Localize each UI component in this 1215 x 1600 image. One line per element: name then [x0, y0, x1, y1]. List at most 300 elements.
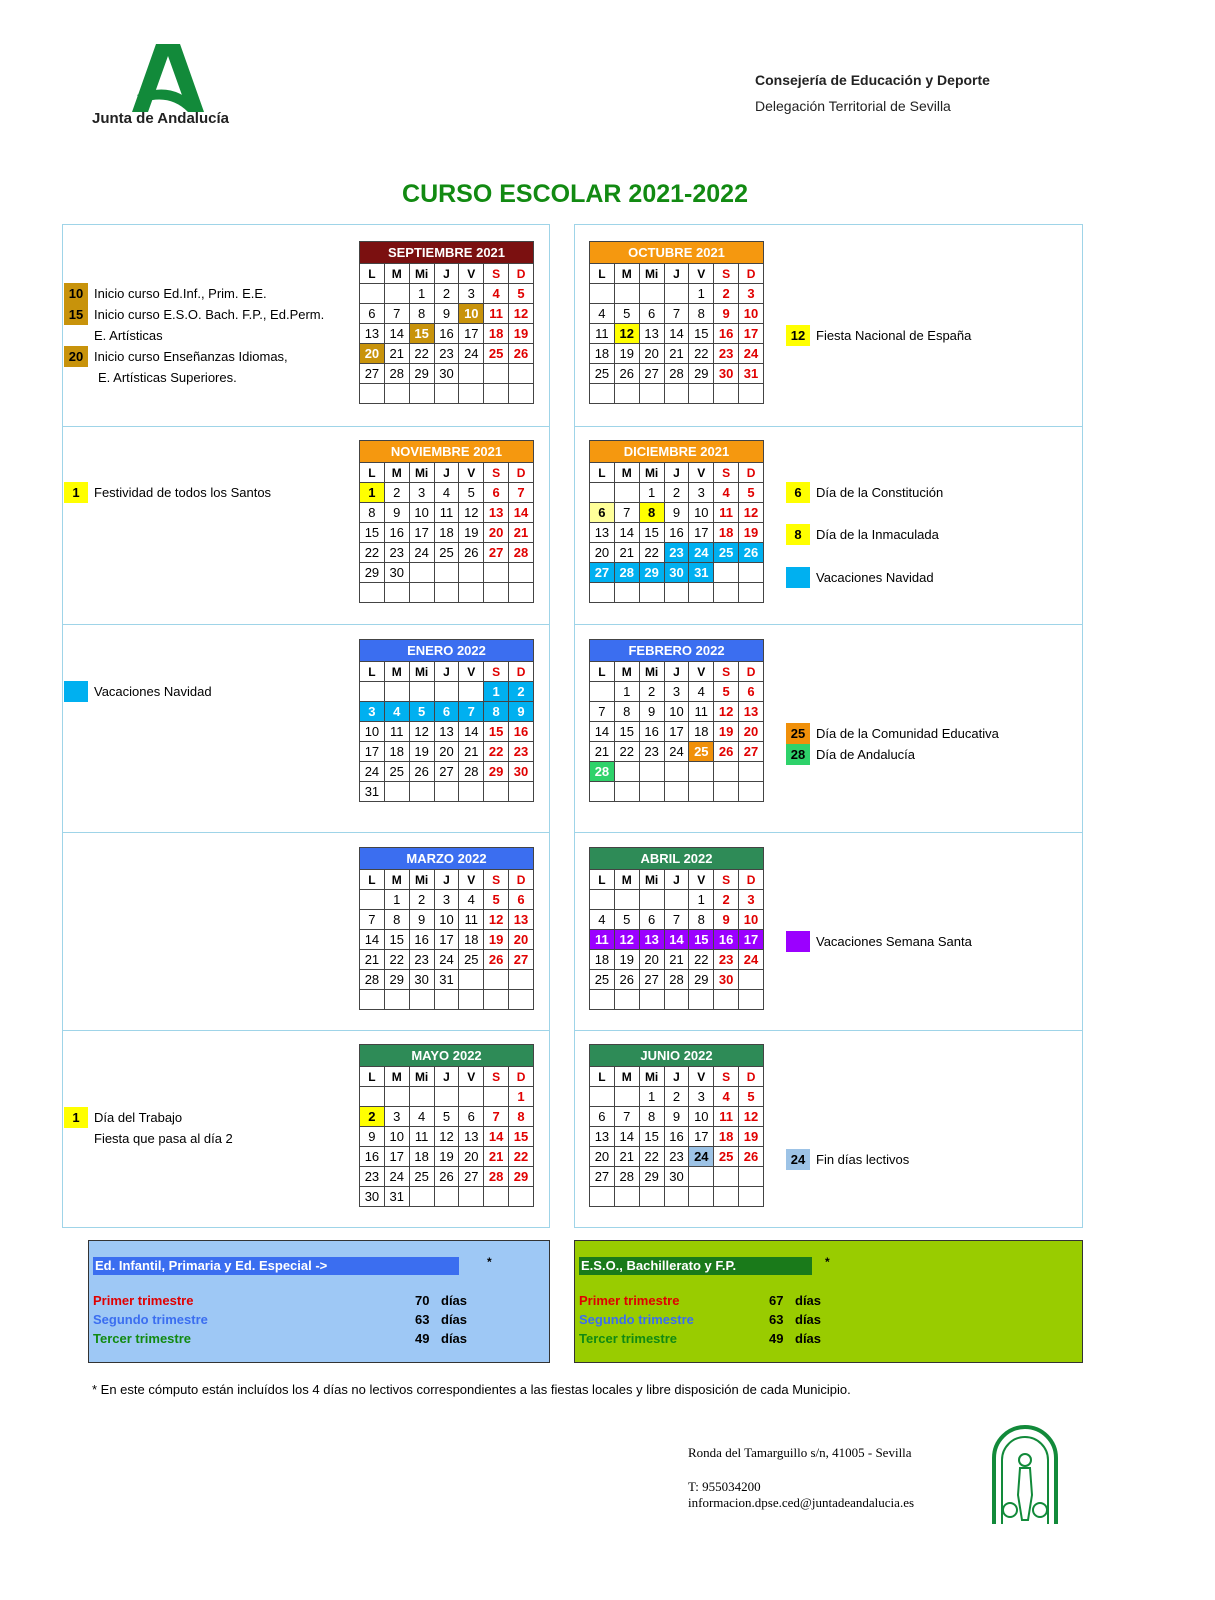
- legend-text: Inicio curso Ed.Inf., Prim. E.E.: [94, 286, 267, 301]
- day-cell: 24: [434, 950, 459, 970]
- day-cell: 21: [384, 344, 409, 364]
- weekday-label: Mi: [639, 1067, 664, 1087]
- day-cell: 18: [714, 523, 739, 543]
- day-cell: 23: [509, 742, 534, 762]
- empty-cell: [360, 583, 385, 603]
- weekday-label: Mi: [409, 662, 434, 682]
- day-cell: 29: [384, 970, 409, 990]
- day-cell: 7: [664, 304, 689, 324]
- day-cell: 11: [434, 503, 459, 523]
- day-cell: 5: [484, 890, 509, 910]
- week-row: [360, 304, 534, 324]
- day-cell: 30: [384, 563, 409, 583]
- day-cell: 22: [484, 742, 509, 762]
- footnote: * En este cómputo están incluídos los 4 días no lectivos correspondientes a las fiestas locales y libre disposición de cada Municipio.: [92, 1382, 851, 1397]
- day-cell: 8: [384, 910, 409, 930]
- day-cell: 30: [509, 762, 534, 782]
- weekday-row: [360, 870, 534, 890]
- empty-cell: [484, 583, 509, 603]
- calendar-mayo: [359, 1044, 534, 1207]
- legend-swatch: 25: [786, 723, 810, 744]
- day-cell: 22: [384, 950, 409, 970]
- empty-cell: [434, 782, 459, 802]
- legend-text: E. Artísticas Superiores.: [98, 370, 237, 385]
- legend-item: [64, 325, 324, 346]
- empty-cell: [739, 384, 764, 404]
- legend-abril: [786, 931, 972, 952]
- day-cell: 16: [714, 930, 739, 950]
- day-cell: 29: [639, 1167, 664, 1187]
- weekday-label: Mi: [409, 463, 434, 483]
- day-cell: 22: [409, 344, 434, 364]
- day-cell: 31: [739, 364, 764, 384]
- empty-cell: [459, 1187, 484, 1207]
- weekday-label: D: [739, 662, 764, 682]
- month-title: DICIEMBRE 2021: [590, 441, 764, 463]
- week-row: [590, 284, 764, 304]
- day-cell: 24: [664, 742, 689, 762]
- day-cell: 22: [639, 1147, 664, 1167]
- empty-cell: [590, 890, 615, 910]
- empty-cell: [509, 384, 534, 404]
- weekday-label: L: [590, 662, 615, 682]
- weekday-label: V: [689, 870, 714, 890]
- weekday-label: M: [614, 870, 639, 890]
- empty-cell: [384, 782, 409, 802]
- day-cell: 5: [714, 682, 739, 702]
- week-row: [590, 324, 764, 344]
- day-cell: 17: [689, 1127, 714, 1147]
- day-cell: 21: [664, 344, 689, 364]
- empty-cell: [360, 682, 385, 702]
- weekday-label: Mi: [639, 264, 664, 284]
- day-cell: 8: [689, 910, 714, 930]
- day-cell: 2: [434, 284, 459, 304]
- calendar-marzo: [359, 847, 534, 1010]
- weekday-label: M: [384, 463, 409, 483]
- day-cell: 28: [484, 1167, 509, 1187]
- day-cell: 30: [714, 364, 739, 384]
- week-row: [360, 682, 534, 702]
- day-cell: 22: [639, 543, 664, 563]
- day-cell: 30: [409, 970, 434, 990]
- day-cell: 7: [614, 1107, 639, 1127]
- empty-cell: [409, 782, 434, 802]
- day-cell: 19: [714, 722, 739, 742]
- day-cell: 12: [459, 503, 484, 523]
- empty-cell: [484, 364, 509, 384]
- day-cell: 2: [714, 890, 739, 910]
- day-cell: 21: [614, 1147, 639, 1167]
- day-cell: 16: [664, 523, 689, 543]
- day-cell: 28: [664, 970, 689, 990]
- calendar-diciembre: [589, 440, 764, 603]
- week-row: [590, 1127, 764, 1147]
- week-row: [360, 722, 534, 742]
- empty-cell: [509, 583, 534, 603]
- day-cell: 18: [714, 1127, 739, 1147]
- totals-row: Primer trimestre 67 días: [579, 1293, 822, 1308]
- week-row: [360, 950, 534, 970]
- day-cell: 7: [664, 910, 689, 930]
- calendar-enero: [359, 639, 534, 802]
- weekday-label: S: [714, 463, 739, 483]
- legend-item: [64, 304, 324, 325]
- empty-cell: [509, 782, 534, 802]
- empty-cell: [714, 1187, 739, 1207]
- day-cell: 9: [639, 702, 664, 722]
- day-cell: 9: [360, 1127, 385, 1147]
- empty-cell: [434, 563, 459, 583]
- day-cell: 12: [409, 722, 434, 742]
- empty-cell: [590, 284, 615, 304]
- week-row: [590, 483, 764, 503]
- week-row: [590, 702, 764, 722]
- andalucia-seal-icon: [990, 1420, 1060, 1525]
- week-row: [590, 742, 764, 762]
- week-row: [590, 583, 764, 603]
- day-cell: 26: [739, 543, 764, 563]
- week-row: [360, 324, 534, 344]
- day-cell: 7: [484, 1107, 509, 1127]
- day-cell: 14: [384, 324, 409, 344]
- weekday-label: M: [614, 662, 639, 682]
- day-cell: 18: [590, 950, 615, 970]
- day-cell: 19: [459, 523, 484, 543]
- day-cell: 15: [409, 324, 434, 344]
- org-line-1: Consejería de Educación y Deporte: [755, 72, 990, 88]
- weekday-label: S: [714, 662, 739, 682]
- empty-cell: [384, 682, 409, 702]
- empty-cell: [714, 583, 739, 603]
- day-cell: 2: [509, 682, 534, 702]
- logo-text: Junta de Andalucía: [92, 110, 229, 127]
- day-cell: 3: [664, 682, 689, 702]
- week-row: [590, 1107, 764, 1127]
- day-cell: 25: [714, 543, 739, 563]
- day-cell: 20: [484, 523, 509, 543]
- calendar-noviembre: [359, 440, 534, 603]
- empty-cell: [360, 1087, 385, 1107]
- day-cell: 21: [360, 950, 385, 970]
- day-cell: 21: [509, 523, 534, 543]
- totals-row: Segundo trimestre 63 días: [579, 1312, 822, 1327]
- day-cell: 21: [484, 1147, 509, 1167]
- day-cell: 7: [459, 702, 484, 722]
- day-cell: 15: [689, 324, 714, 344]
- empty-cell: [384, 583, 409, 603]
- week-row: [590, 1187, 764, 1207]
- empty-cell: [664, 990, 689, 1010]
- weekday-label: Mi: [639, 662, 664, 682]
- day-cell: 22: [689, 344, 714, 364]
- day-cell: 13: [639, 930, 664, 950]
- empty-cell: [384, 1087, 409, 1107]
- totals-heading: Ed. Infantil, Primaria y Ed. Especial ->: [93, 1257, 459, 1275]
- day-cell: 25: [689, 742, 714, 762]
- weekday-label: M: [384, 662, 409, 682]
- legend-text: E. Artísticas: [94, 328, 163, 343]
- day-cell: 20: [590, 1147, 615, 1167]
- day-cell: 23: [664, 543, 689, 563]
- empty-cell: [714, 762, 739, 782]
- footer-address: Ronda del Tamarguillo s/n, 41005 - Sevilla: [688, 1445, 912, 1460]
- day-cell: 10: [739, 304, 764, 324]
- empty-cell: [714, 1167, 739, 1187]
- day-cell: 17: [360, 742, 385, 762]
- day-cell: 2: [714, 284, 739, 304]
- day-cell: 14: [360, 930, 385, 950]
- weekday-label: D: [509, 870, 534, 890]
- calendar-junio: [589, 1044, 764, 1207]
- weekday-label: S: [484, 463, 509, 483]
- weekday-label: J: [434, 463, 459, 483]
- day-cell: 8: [614, 702, 639, 722]
- week-row: [590, 1147, 764, 1167]
- weekday-label: L: [590, 1067, 615, 1087]
- day-cell: 13: [484, 503, 509, 523]
- week-row: [590, 682, 764, 702]
- empty-cell: [664, 890, 689, 910]
- month-title: ABRIL 2022: [590, 848, 764, 870]
- day-cell: 26: [434, 1167, 459, 1187]
- empty-cell: [689, 762, 714, 782]
- totals-row: Tercer trimestre 49 días: [579, 1331, 822, 1346]
- weekday-row: [360, 264, 534, 284]
- day-cell: 20: [639, 950, 664, 970]
- day-cell: 15: [509, 1127, 534, 1147]
- totals-row: Primer trimestre 70 días: [93, 1293, 468, 1308]
- empty-cell: [484, 782, 509, 802]
- day-cell: 6: [459, 1107, 484, 1127]
- legend-text: Día del Trabajo: [94, 1110, 183, 1125]
- weekday-label: D: [509, 662, 534, 682]
- empty-cell: [509, 970, 534, 990]
- day-cell: 2: [384, 483, 409, 503]
- day-cell: 7: [590, 702, 615, 722]
- day-cell: 18: [689, 722, 714, 742]
- day-cell: 3: [409, 483, 434, 503]
- week-row: [590, 1087, 764, 1107]
- week-row: [360, 364, 534, 384]
- legend-item: [64, 346, 324, 367]
- day-cell: 7: [384, 304, 409, 324]
- weekday-label: M: [384, 264, 409, 284]
- footer-email[interactable]: informacion.dpse.ced@juntadeandalucia.es: [688, 1495, 915, 1510]
- empty-cell: [484, 970, 509, 990]
- empty-cell: [664, 583, 689, 603]
- day-cell: 7: [509, 483, 534, 503]
- weekday-label: L: [360, 463, 385, 483]
- empty-cell: [639, 583, 664, 603]
- day-cell: 10: [360, 722, 385, 742]
- weekday-label: V: [689, 1067, 714, 1087]
- day-cell: 1: [639, 483, 664, 503]
- day-cell: 6: [590, 503, 615, 523]
- day-cell: 28: [590, 762, 615, 782]
- empty-cell: [590, 583, 615, 603]
- weekday-label: D: [739, 1067, 764, 1087]
- empty-cell: [689, 384, 714, 404]
- day-cell: 23: [409, 950, 434, 970]
- day-cell: 12: [509, 304, 534, 324]
- empty-cell: [664, 284, 689, 304]
- day-cell: 28: [384, 364, 409, 384]
- day-cell: 26: [459, 543, 484, 563]
- weekday-label: V: [689, 463, 714, 483]
- day-cell: 5: [409, 702, 434, 722]
- day-cell: 31: [434, 970, 459, 990]
- day-cell: 6: [434, 702, 459, 722]
- empty-cell: [664, 782, 689, 802]
- day-cell: 29: [639, 563, 664, 583]
- day-cell: 17: [739, 324, 764, 344]
- empty-cell: [614, 483, 639, 503]
- day-cell: 15: [614, 722, 639, 742]
- day-cell: 3: [360, 702, 385, 722]
- day-cell: 3: [689, 1087, 714, 1107]
- day-cell: 25: [590, 364, 615, 384]
- day-cell: 27: [360, 364, 385, 384]
- day-cell: 3: [739, 284, 764, 304]
- day-cell: 5: [614, 910, 639, 930]
- day-cell: 11: [590, 930, 615, 950]
- legend-text: Vacaciones Semana Santa: [816, 934, 972, 949]
- empty-cell: [689, 990, 714, 1010]
- day-cell: 27: [484, 543, 509, 563]
- day-cell: 30: [664, 563, 689, 583]
- totals-row: Tercer trimestre 49 días: [93, 1331, 468, 1346]
- empty-cell: [614, 762, 639, 782]
- empty-cell: [639, 782, 664, 802]
- weekday-label: D: [509, 264, 534, 284]
- day-cell: 14: [484, 1127, 509, 1147]
- empty-cell: [434, 1187, 459, 1207]
- empty-cell: [459, 682, 484, 702]
- day-cell: 11: [484, 304, 509, 324]
- day-cell: 25: [484, 344, 509, 364]
- weekday-label: L: [360, 1067, 385, 1087]
- day-cell: 6: [484, 483, 509, 503]
- empty-cell: [409, 563, 434, 583]
- day-cell: 6: [509, 890, 534, 910]
- day-cell: 19: [434, 1147, 459, 1167]
- weekday-label: V: [459, 662, 484, 682]
- day-cell: 18: [459, 930, 484, 950]
- week-row: [360, 782, 534, 802]
- legend-swatch: 1: [64, 1107, 88, 1128]
- day-cell: 7: [360, 910, 385, 930]
- empty-cell: [714, 384, 739, 404]
- day-cell: 22: [614, 742, 639, 762]
- empty-cell: [484, 990, 509, 1010]
- empty-cell: [739, 583, 764, 603]
- empty-cell: [509, 364, 534, 384]
- day-cell: 4: [689, 682, 714, 702]
- empty-cell: [484, 563, 509, 583]
- weekday-label: J: [434, 1067, 459, 1087]
- weekday-row: [590, 264, 764, 284]
- week-row: [590, 503, 764, 523]
- weekday-label: Mi: [409, 1067, 434, 1087]
- day-cell: 19: [484, 930, 509, 950]
- empty-cell: [739, 970, 764, 990]
- day-cell: 12: [739, 1107, 764, 1127]
- day-cell: 10: [409, 503, 434, 523]
- week-row: [590, 523, 764, 543]
- week-row: [360, 384, 534, 404]
- day-cell: 15: [360, 523, 385, 543]
- day-cell: 14: [509, 503, 534, 523]
- weekday-label: L: [590, 463, 615, 483]
- empty-cell: [614, 384, 639, 404]
- day-cell: 15: [689, 930, 714, 950]
- weekday-label: D: [739, 463, 764, 483]
- empty-cell: [739, 1167, 764, 1187]
- month-title: SEPTIEMBRE 2021: [360, 242, 534, 264]
- day-cell: 1: [639, 1087, 664, 1107]
- empty-cell: [360, 890, 385, 910]
- weekday-label: J: [664, 870, 689, 890]
- empty-cell: [639, 1187, 664, 1207]
- weekday-label: L: [360, 662, 385, 682]
- weekday-label: J: [664, 264, 689, 284]
- empty-cell: [509, 563, 534, 583]
- day-cell: 15: [384, 930, 409, 950]
- weekday-label: S: [484, 870, 509, 890]
- weekday-label: V: [459, 463, 484, 483]
- day-cell: 5: [434, 1107, 459, 1127]
- day-cell: 20: [509, 930, 534, 950]
- day-cell: 26: [409, 762, 434, 782]
- weekday-label: J: [434, 662, 459, 682]
- week-row: [590, 782, 764, 802]
- empty-cell: [639, 284, 664, 304]
- weekday-label: J: [664, 662, 689, 682]
- day-cell: 14: [614, 1127, 639, 1147]
- day-cell: 4: [384, 702, 409, 722]
- day-cell: 7: [614, 503, 639, 523]
- day-cell: 17: [739, 930, 764, 950]
- week-row: [590, 304, 764, 324]
- week-row: [360, 890, 534, 910]
- month-title: OCTUBRE 2021: [590, 242, 764, 264]
- day-cell: 16: [360, 1147, 385, 1167]
- empty-cell: [434, 1087, 459, 1107]
- day-cell: 9: [509, 702, 534, 722]
- day-cell: 14: [590, 722, 615, 742]
- day-cell: 29: [509, 1167, 534, 1187]
- day-cell: 11: [409, 1127, 434, 1147]
- empty-cell: [459, 1087, 484, 1107]
- day-cell: 10: [434, 910, 459, 930]
- day-cell: 27: [509, 950, 534, 970]
- day-cell: 31: [360, 782, 385, 802]
- day-cell: 4: [590, 910, 615, 930]
- empty-cell: [384, 384, 409, 404]
- day-cell: 27: [459, 1167, 484, 1187]
- day-cell: 26: [739, 1147, 764, 1167]
- day-cell: 6: [639, 910, 664, 930]
- week-row: [360, 990, 534, 1010]
- weekday-row: [590, 463, 764, 483]
- org-line-2: Delegación Territorial de Sevilla: [755, 98, 951, 114]
- empty-cell: [590, 1187, 615, 1207]
- day-cell: 5: [509, 284, 534, 304]
- day-cell: 18: [409, 1147, 434, 1167]
- day-cell: 18: [434, 523, 459, 543]
- day-cell: 24: [689, 1147, 714, 1167]
